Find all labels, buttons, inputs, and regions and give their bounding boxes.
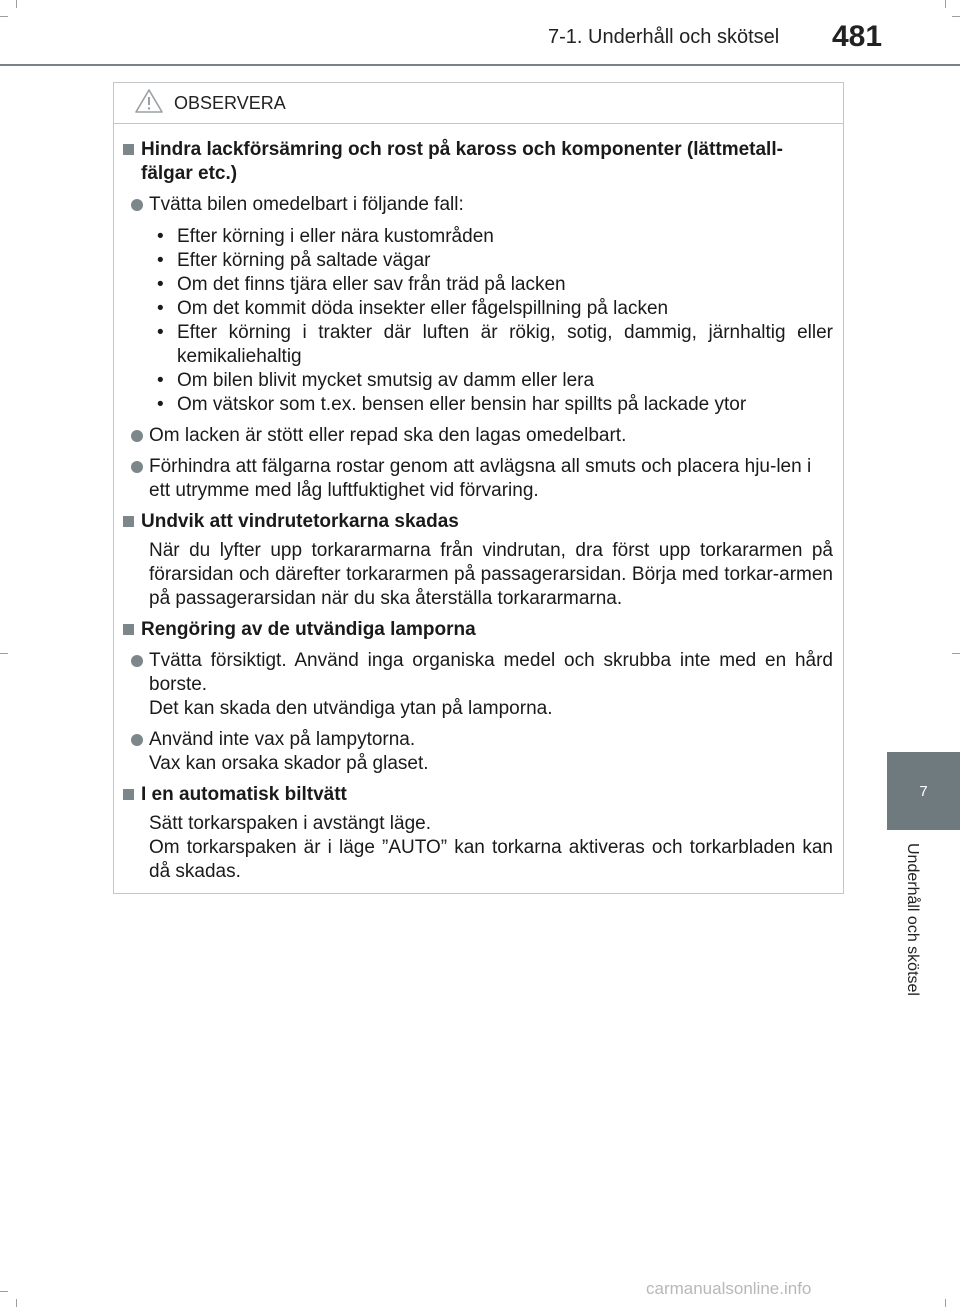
header-section-title: 7-1. Underhåll och skötsel [548, 26, 780, 48]
sub-list-item: • Om vätskor som t.ex. bensen eller bensin har spillts på lackade ytor [157, 394, 747, 415]
square-bullet-icon [123, 144, 134, 155]
square-bullet-icon [123, 789, 134, 800]
page-number: 481 [832, 20, 883, 53]
notice-box [113, 82, 844, 894]
square-bullet-icon [123, 516, 134, 527]
header-divider [0, 64, 960, 66]
section-heading: Hindra lackförsämring och rost på kaross och komponenter (lättmetall-fälgar etc.) [123, 138, 833, 186]
sub-list-item: • Efter körning på saltade vägar [157, 250, 431, 271]
notice-title: OBSERVERA [174, 92, 286, 113]
crop-mark [0, 1291, 8, 1292]
list-item: Förhindra att fälgarna rostar genom att avlägsna all smuts och placera hju-len i ett utrymme med låg luftfuktighet vid förvaring. [123, 455, 833, 503]
notice-header [114, 83, 843, 124]
watermark: carmanualsonline.info [646, 1279, 812, 1298]
section-heading: Rengöring av de utvändiga lamporna [123, 618, 833, 642]
crop-mark [945, 0, 946, 8]
chapter-tab-label: Underhåll och skötsel [904, 843, 921, 996]
round-bullet-icon [131, 734, 143, 746]
sub-list-item: • Om det kommit döda insekter eller fågelspillning på lacken [157, 298, 669, 319]
crop-mark [16, 0, 17, 8]
list-item: Tvätta försiktigt. Använd inga organiska medel och skrubba inte med en hård borste. Det kan skada den utvändiga ytan på lamporna. [123, 649, 833, 721]
sub-list-item: • Om bilen blivit mycket smutsig av damm eller lera [157, 370, 595, 391]
section-heading: I en automatisk biltvätt [123, 783, 833, 807]
chapter-tab: 7 [887, 752, 960, 830]
crop-mark [0, 16, 8, 17]
section-heading: Undvik att vindrutetorkarna skadas [123, 510, 833, 534]
crop-mark [952, 16, 960, 17]
list-item: Använd inte vax på lampytorna. Vax kan orsaka skador på glaset. [123, 728, 833, 776]
round-bullet-icon [131, 430, 143, 442]
paragraph: När du lyfter upp torkararmarna från vindrutan, dra först upp torkararmen på förarsidan och därefter torkararmen på passagerarsidan. Börja med torkar-armen på passagerarsidan när du ska återställa torkararmarna. [149, 540, 833, 609]
sub-list-item: • Efter körning i trakter där luften är rökig, sotig, dammig, järnhaltig eller kemikaliehaltig [157, 322, 833, 367]
sub-list [157, 225, 833, 417]
list-item: Tvätta bilen omedelbart i följande fall: [123, 193, 833, 217]
list-item: Om lacken är stött eller repad ska den lagas omedelbart. [123, 424, 833, 448]
crop-mark [0, 653, 8, 654]
round-bullet-icon [131, 655, 143, 667]
notice-content [114, 124, 843, 884]
crop-mark [945, 1299, 946, 1307]
crop-mark [952, 653, 960, 654]
sub-list-item: • Efter körning i eller nära kustområden [157, 226, 494, 247]
square-bullet-icon [123, 624, 134, 635]
warning-triangle-icon [134, 88, 164, 119]
crop-mark [16, 1299, 17, 1307]
paragraph: Sätt torkarspaken i avstängt läge. Om torkarspaken är i läge ”AUTO” kan torkarna aktiveras och torkarbladen kan då skadas. [149, 813, 833, 882]
round-bullet-icon [131, 461, 143, 473]
round-bullet-icon [131, 199, 143, 211]
sub-list-item: • Om det finns tjära eller sav från träd på lacken [157, 274, 566, 295]
